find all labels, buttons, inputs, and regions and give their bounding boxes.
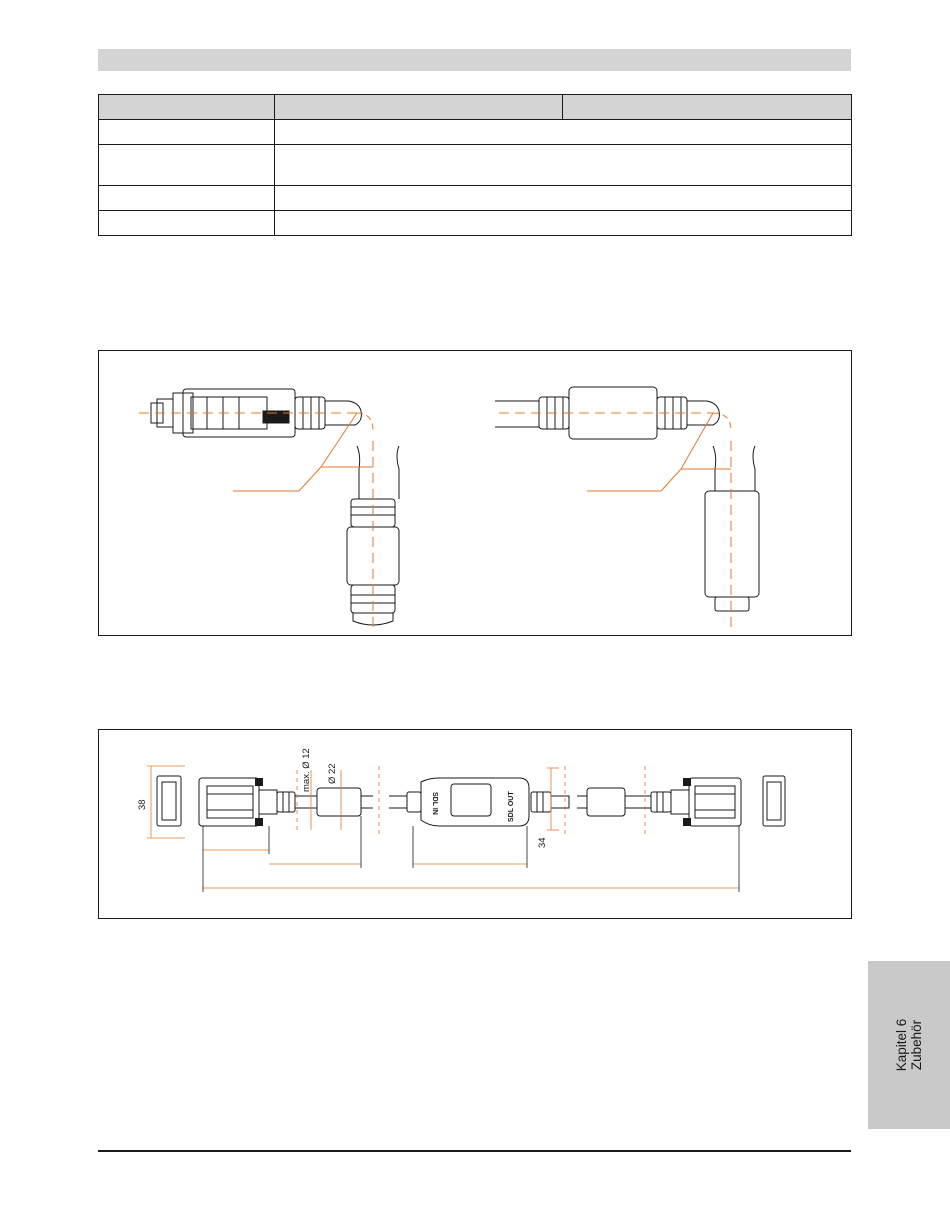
chapter-side-tab[interactable] xyxy=(868,961,950,1129)
ferrite-core xyxy=(317,788,361,816)
spec-table xyxy=(98,94,852,236)
sdl-out-label: SDL OUT xyxy=(508,791,515,822)
dimension-figure xyxy=(99,730,851,918)
footer-rule xyxy=(98,1150,851,1152)
dim-max-diameter-label: max. Ø 12 xyxy=(301,748,312,792)
dim-diameter-label: Ø 22 xyxy=(327,763,338,784)
dim-width-label: 38 xyxy=(137,799,148,810)
chapter-tab-label xyxy=(894,1019,924,1072)
module-logo xyxy=(451,784,491,816)
table-header-cell xyxy=(563,95,852,120)
bend-radius-drawing xyxy=(98,350,852,636)
table-cell xyxy=(275,120,852,145)
bend-radius-figure xyxy=(99,351,851,635)
table-cell xyxy=(275,145,852,186)
table-row xyxy=(99,211,852,236)
table-row xyxy=(99,145,852,186)
table-header-row xyxy=(99,95,852,120)
end-view-left xyxy=(157,776,181,826)
dvi-connector-right xyxy=(689,778,741,826)
table-cell xyxy=(99,211,275,236)
table-row xyxy=(99,186,852,211)
chapter-number: Kapitel 6 xyxy=(894,1018,909,1072)
dim-height-label: 34 xyxy=(537,837,548,848)
table-cell xyxy=(99,186,275,211)
table-row xyxy=(99,120,852,145)
dimension-drawing xyxy=(98,729,852,919)
sdl-in-label: SDL IN xyxy=(431,792,438,815)
table-cell xyxy=(275,186,852,211)
end-view-right xyxy=(763,776,785,826)
chapter-title: Zubehör xyxy=(909,1019,924,1071)
dvi-connector-left xyxy=(199,778,259,826)
table-cell xyxy=(99,120,275,145)
table-cell xyxy=(99,145,275,186)
table-header-cell xyxy=(275,95,563,120)
table-cell xyxy=(275,211,852,236)
section-header-bar xyxy=(98,49,851,71)
table-header-cell xyxy=(99,95,275,120)
